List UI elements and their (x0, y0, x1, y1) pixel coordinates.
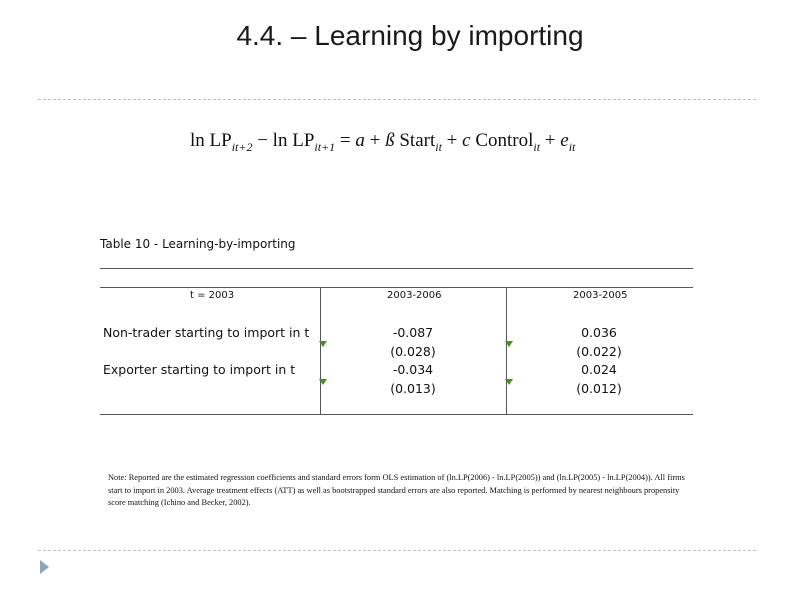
eq-term: + (540, 130, 561, 151)
eq-term: + (364, 130, 386, 151)
eq-subscript: it (435, 139, 442, 154)
column-header: 2003-2005 (573, 290, 628, 301)
table-title: Table 10 - Learning-by-importing (100, 237, 296, 251)
eq-subscript: it (533, 139, 541, 154)
eq-var: a (355, 130, 365, 151)
table-note: Note: Reported are the estimated regression coefficients and standard errors form OLS estimation of (ln.LP(2006) - ln.LP(2005)) and (ln.LP(2005) - ln.LP(2004)). All firms start to import in 2003. Average treatment effects (ATT) as well as bootstrapped standard errors are also reported. Matching is performed by nearest neighbours propensity score matching (Ichino and Becker, 2002). (108, 473, 685, 508)
eq-var: e (560, 130, 569, 151)
eq-term: Start (394, 130, 436, 151)
eq-term: ln LP (190, 130, 232, 151)
eq-var: ß (385, 130, 395, 151)
coefficient-value: -0.034 (392, 362, 434, 377)
eq-term: + (441, 130, 463, 151)
eq-subscript: it (568, 139, 576, 154)
standard-error: (0.022) (576, 344, 622, 359)
row-label: Non-trader starting to import in t (103, 325, 310, 340)
cell-marker-icon (505, 379, 513, 385)
coefficient-value: -0.087 (392, 325, 434, 340)
bullet-arrow-icon (40, 560, 49, 574)
eq-subscript: it+2 (231, 139, 253, 154)
column-header: 2003-2006 (387, 290, 442, 301)
table-col-divider (320, 288, 321, 415)
table-col-divider (506, 288, 507, 415)
regression-equation (190, 130, 575, 155)
table-rule-header (100, 287, 693, 288)
table-rule-bottom (100, 414, 693, 415)
eq-term: Control (470, 130, 534, 151)
coefficient-value: 0.024 (581, 362, 617, 377)
cell-marker-icon (319, 341, 327, 347)
eq-subscript: it+1 (314, 139, 336, 154)
standard-error: (0.013) (390, 381, 436, 396)
bottom-divider (38, 550, 756, 551)
standard-error: (0.028) (390, 344, 436, 359)
row-label: Exporter starting to import in t (103, 362, 296, 377)
cell-marker-icon (505, 341, 513, 347)
table-rule-top (100, 268, 693, 269)
eq-term: − ln LP (252, 130, 315, 151)
standard-error: (0.012) (576, 381, 622, 396)
eq-var: c (462, 130, 471, 151)
coefficient-value: 0.036 (581, 325, 617, 340)
slide-title: 4.4. – Learning by importing (236, 20, 584, 51)
cell-marker-icon (319, 379, 327, 385)
eq-term: = (335, 130, 356, 151)
top-divider (38, 99, 756, 100)
column-header: t = 2003 (190, 290, 235, 301)
